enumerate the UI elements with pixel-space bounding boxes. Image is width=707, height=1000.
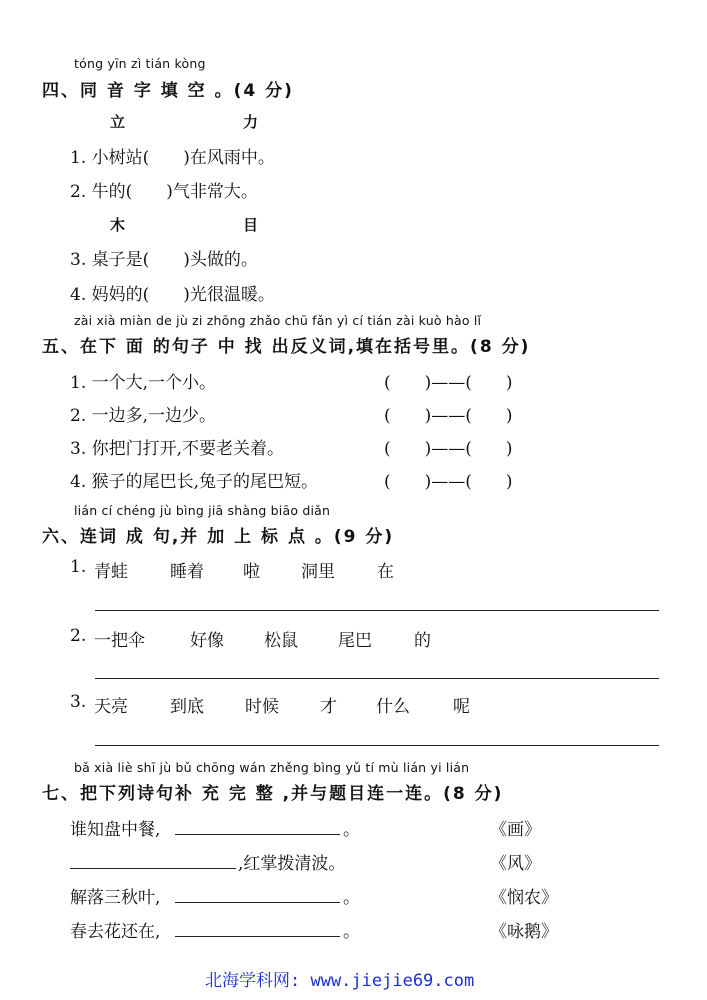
poem-line-1-start: 谁知盘中餐,: [70, 820, 161, 840]
sec6-row1-word: 在: [377, 562, 394, 582]
poem-title-2[interactable]: 《风》: [490, 854, 541, 874]
poem-title-1[interactable]: 《画》: [490, 820, 541, 840]
sec5-answer-3: ( )——( ): [384, 439, 513, 459]
sec6-row2-num: 2.: [70, 626, 87, 646]
sec6-row2-word: 松鼠: [264, 631, 298, 651]
sec6-answer-line-1[interactable]: [95, 610, 659, 611]
poem-line-4-start: 春去花还在,: [70, 922, 161, 942]
sec6-answer-line-3[interactable]: [95, 745, 659, 746]
sec4-char-2: 力: [243, 113, 259, 131]
sec6-row1-num: 1.: [70, 557, 87, 577]
sec5-answer-2: ( )——( ): [384, 406, 513, 426]
sec6-row1-word: 啦: [243, 562, 260, 582]
sec4-question-1: 1. 小树站( )在风雨中。: [70, 148, 275, 168]
poem-title-4[interactable]: 《咏鹅》: [490, 922, 558, 942]
poem-blank-3[interactable]: [175, 902, 340, 903]
poem-line-2-end: ,红掌拨清波。: [238, 854, 346, 874]
sec6-row3-word: 到底: [170, 697, 204, 717]
poem-blank-2[interactable]: [70, 868, 236, 869]
sec6-row1-word: 洞里: [301, 562, 335, 582]
sec6-row2-word: 一把伞: [94, 631, 145, 651]
sec6-row3-word: 时候: [245, 697, 279, 717]
sec5-answer-4: ( )——( ): [384, 472, 513, 492]
sec6-row1-word: 青蛙: [94, 562, 128, 582]
sec4-char-1: 立: [110, 113, 126, 131]
sec6-row1-word: 睡着: [170, 562, 204, 582]
sec4-pinyin: tóng yīn zì tián kòng: [74, 56, 206, 71]
sec5-answer-1: ( )——( ): [384, 373, 513, 393]
poem-blank-4[interactable]: [175, 936, 340, 937]
sec4-question-3: 3. 桌子是( )头做的。: [70, 250, 258, 270]
poem-line-4-end: 。: [343, 922, 360, 942]
sec6-row3-word: 呢: [453, 697, 470, 717]
sec6-row2-word: 的: [414, 631, 431, 651]
sec4-char-3: 木: [110, 216, 126, 234]
poem-line-3-end: 。: [343, 888, 360, 908]
poem-line-3-start: 解落三秋叶,: [70, 888, 161, 908]
sec6-row3-num: 3.: [70, 692, 87, 712]
sec5-question-2: 2. 一边多,一边少。: [70, 406, 217, 426]
sec6-row3-word: 天亮: [94, 697, 128, 717]
sec6-row3-word: 才: [320, 697, 337, 717]
sec7-heading: 七、把下列诗句补 充 完 整 ,并与题目连一连。(8 分): [42, 784, 504, 804]
sec5-question-3: 3. 你把门打开,不要老关着。: [70, 439, 285, 459]
sec6-row2-word: 好像: [190, 631, 224, 651]
sec6-row2-word: 尾巴: [338, 631, 372, 651]
sec4-char-4: 目: [243, 216, 259, 234]
sec7-pinyin: bǎ xià liè shī jù bǔ chōng wán zhěng bìng yǔ tí mù lián yi lián: [74, 760, 470, 775]
sec6-heading: 六、连词 成 句,并 加 上 标 点 。(9 分): [42, 527, 395, 547]
sec4-question-4: 4. 妈妈的( )光很温暖。: [70, 285, 275, 305]
sec6-answer-line-2[interactable]: [95, 678, 659, 679]
poem-line-1-end: 。: [343, 820, 360, 840]
sec4-question-2: 2. 牛的( )气非常大。: [70, 182, 258, 202]
sec6-row3-word: 什么: [376, 697, 410, 717]
sec5-question-1: 1. 一个大,一个小。: [70, 373, 217, 393]
sec6-pinyin: lián cí chéng jù bìng jiā shàng biāo diǎn: [74, 503, 331, 518]
sec5-heading: 五、在下 面 的句子 中 找 出反义词,填在括号里。(8 分): [42, 337, 531, 357]
poem-blank-1[interactable]: [175, 834, 340, 835]
footer-watermark: 北海学科网: www.jiejie69.com: [205, 971, 475, 991]
poem-title-3[interactable]: 《悯农》: [490, 888, 558, 908]
sec5-pinyin: zài xià miàn de jù zi zhōng zhǎo chū fǎn yì cí tián zài kuò hào lǐ: [74, 313, 482, 328]
sec5-question-4: 4. 猴子的尾巴长,兔子的尾巴短。: [70, 472, 319, 492]
sec4-heading: 四、同 音 字 填 空 。(4 分): [42, 81, 294, 101]
